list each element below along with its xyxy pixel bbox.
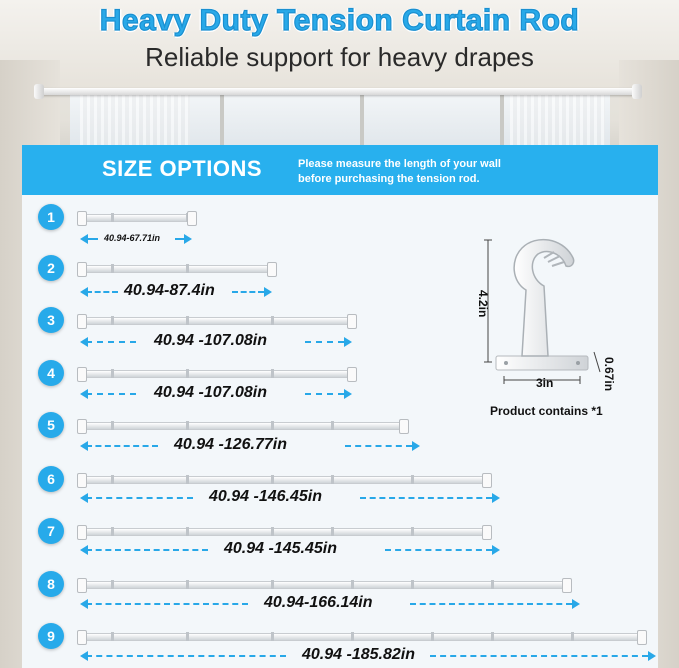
option-number-badge: 8 [38,571,64,597]
rod-end-cap [347,367,357,382]
arrow-left-icon [80,234,88,244]
rod-joint [331,475,334,484]
rod-joint [111,369,114,378]
bracket-height-label: 4.2in [476,290,490,318]
option-number-badge: 4 [38,360,64,386]
bracket-illustration [482,232,602,392]
option-number-badge: 3 [38,307,64,333]
arrow-right-icon [492,545,500,555]
length-range-label: 40.94 -146.45in [209,488,322,505]
rod-joint [111,213,114,222]
rod-end-cap [482,525,492,540]
rod-end-cap [77,525,87,540]
rod-end-cap [77,473,87,488]
length-range-label: 40.94 -185.82in [302,646,415,663]
sheer-curtain [510,92,605,152]
tension-rod-image [80,422,404,430]
dimension-line [86,393,136,395]
measure-note-line2: before purchasing the tension rod. [298,173,480,185]
rod-joint [491,632,494,641]
tension-rod-image [80,581,567,589]
rod-joint [111,475,114,484]
dimension-line [86,655,286,657]
option-number-badge: 6 [38,466,64,492]
tension-rod-image [80,370,352,378]
arrow-right-icon [184,234,192,244]
rod-end-cap [562,578,572,593]
dimension-line [86,549,208,551]
dimension-line [232,291,264,293]
rod-joint [491,580,494,589]
option-number-badge: 5 [38,412,64,438]
rod-joint [271,369,274,378]
length-range-label: 40.94 -145.45in [224,540,337,557]
tension-rod-image [80,265,272,273]
dimension-line [86,497,193,499]
arrow-left-icon [80,651,88,661]
rod-end-cap [77,211,87,226]
rod-joint [411,580,414,589]
rod-end-cap [34,84,44,99]
measure-note [298,157,501,187]
arrow-left-icon [80,545,88,555]
rod-joint [271,475,274,484]
rod-end-cap [77,262,87,277]
length-range-label: 40.94-87.4in [124,282,215,299]
dimension-line [305,341,344,343]
arrow-right-icon [492,493,500,503]
arrow-right-icon [344,337,352,347]
rod-joint [331,527,334,536]
length-range-label: 40.94 -126.77in [174,436,287,453]
tension-rod-image [80,528,487,536]
rod-joint [186,527,189,536]
rod-joint [111,580,114,589]
arrow-right-icon [572,599,580,609]
arrow-left-icon [80,287,88,297]
rod-end-cap [77,630,87,645]
rod-joint [186,316,189,325]
rod-joint [331,421,334,430]
option-number-badge: 7 [38,518,64,544]
rod-end-cap [482,473,492,488]
length-range-label: 40.94 -107.08in [154,332,267,349]
dimension-line [86,445,158,447]
arrow-right-icon [344,389,352,399]
rod-joint [111,316,114,325]
page-subtitle: Reliable support for heavy drapes [145,42,534,72]
measure-note-line1: Please measure the length of your wall [298,158,501,170]
rod-end-cap [77,419,87,434]
dimension-line [360,497,492,499]
bracket-width-label: 3in [536,376,554,390]
dimension-line [86,291,118,293]
dimension-line [86,603,248,605]
dimension-line [175,238,184,240]
rod-joint [271,316,274,325]
rod-joint [271,527,274,536]
rod-end-cap [77,314,87,329]
rod-end-cap [637,630,647,645]
rod-joint [111,527,114,536]
dimension-line [410,603,572,605]
rod-end-cap [399,419,409,434]
arrow-right-icon [648,651,656,661]
rod-joint [111,421,114,430]
window-frame [360,92,364,152]
rod-joint [111,264,114,273]
option-number-badge: 9 [38,623,64,649]
rod-end-cap [632,84,642,99]
option-number-badge: 2 [38,255,64,281]
sheer-curtain [80,92,190,152]
option-number-badge: 1 [38,204,64,230]
tension-rod-image [80,214,192,222]
size-options-title: SIZE OPTIONS [102,156,263,181]
rod-joint [271,421,274,430]
rod-end-cap [187,211,197,226]
rod-joint [431,632,434,641]
length-range-label: 40.94 -107.08in [154,384,267,401]
rod-joint [271,632,274,641]
dimension-line [385,549,492,551]
dimension-line [430,655,648,657]
arrow-left-icon [80,441,88,451]
length-range-label: 40.94-166.14in [264,594,373,611]
page-title: Heavy Duty Tension Curtain Rod [99,4,580,37]
tension-rod-image [80,476,487,484]
window-frame [500,92,504,152]
rod-joint [411,475,414,484]
dimension-line [86,341,136,343]
rod-joint [571,632,574,641]
rod-joint [411,527,414,536]
arrow-left-icon [80,389,88,399]
bracket-depth-label: 0.67in [602,357,616,392]
length-range-label: 40.94-67.71in [104,233,161,243]
dimension-line [345,445,412,447]
arrow-right-icon [264,287,272,297]
arrow-left-icon [80,599,88,609]
dimension-line [305,393,344,395]
tension-rod-image [80,317,352,325]
window-frame [220,92,224,152]
tension-rod-image [80,633,642,641]
rod-joint [351,632,354,641]
rod-end-cap [347,314,357,329]
rod-joint [186,264,189,273]
rod-joint [186,369,189,378]
curtain-rod-photo [38,88,636,95]
rod-joint [186,580,189,589]
rod-joint [186,475,189,484]
product-contains-label: Product contains *1 [490,404,603,418]
bracket-icon [482,232,602,392]
arrow-right-icon [412,441,420,451]
rod-end-cap [267,262,277,277]
rod-joint [186,632,189,641]
rod-joint [351,580,354,589]
rod-joint [111,632,114,641]
rod-end-cap [77,367,87,382]
rod-joint [271,580,274,589]
rod-joint [186,421,189,430]
rod-end-cap [77,578,87,593]
arrow-left-icon [80,493,88,503]
arrow-left-icon [80,337,88,347]
